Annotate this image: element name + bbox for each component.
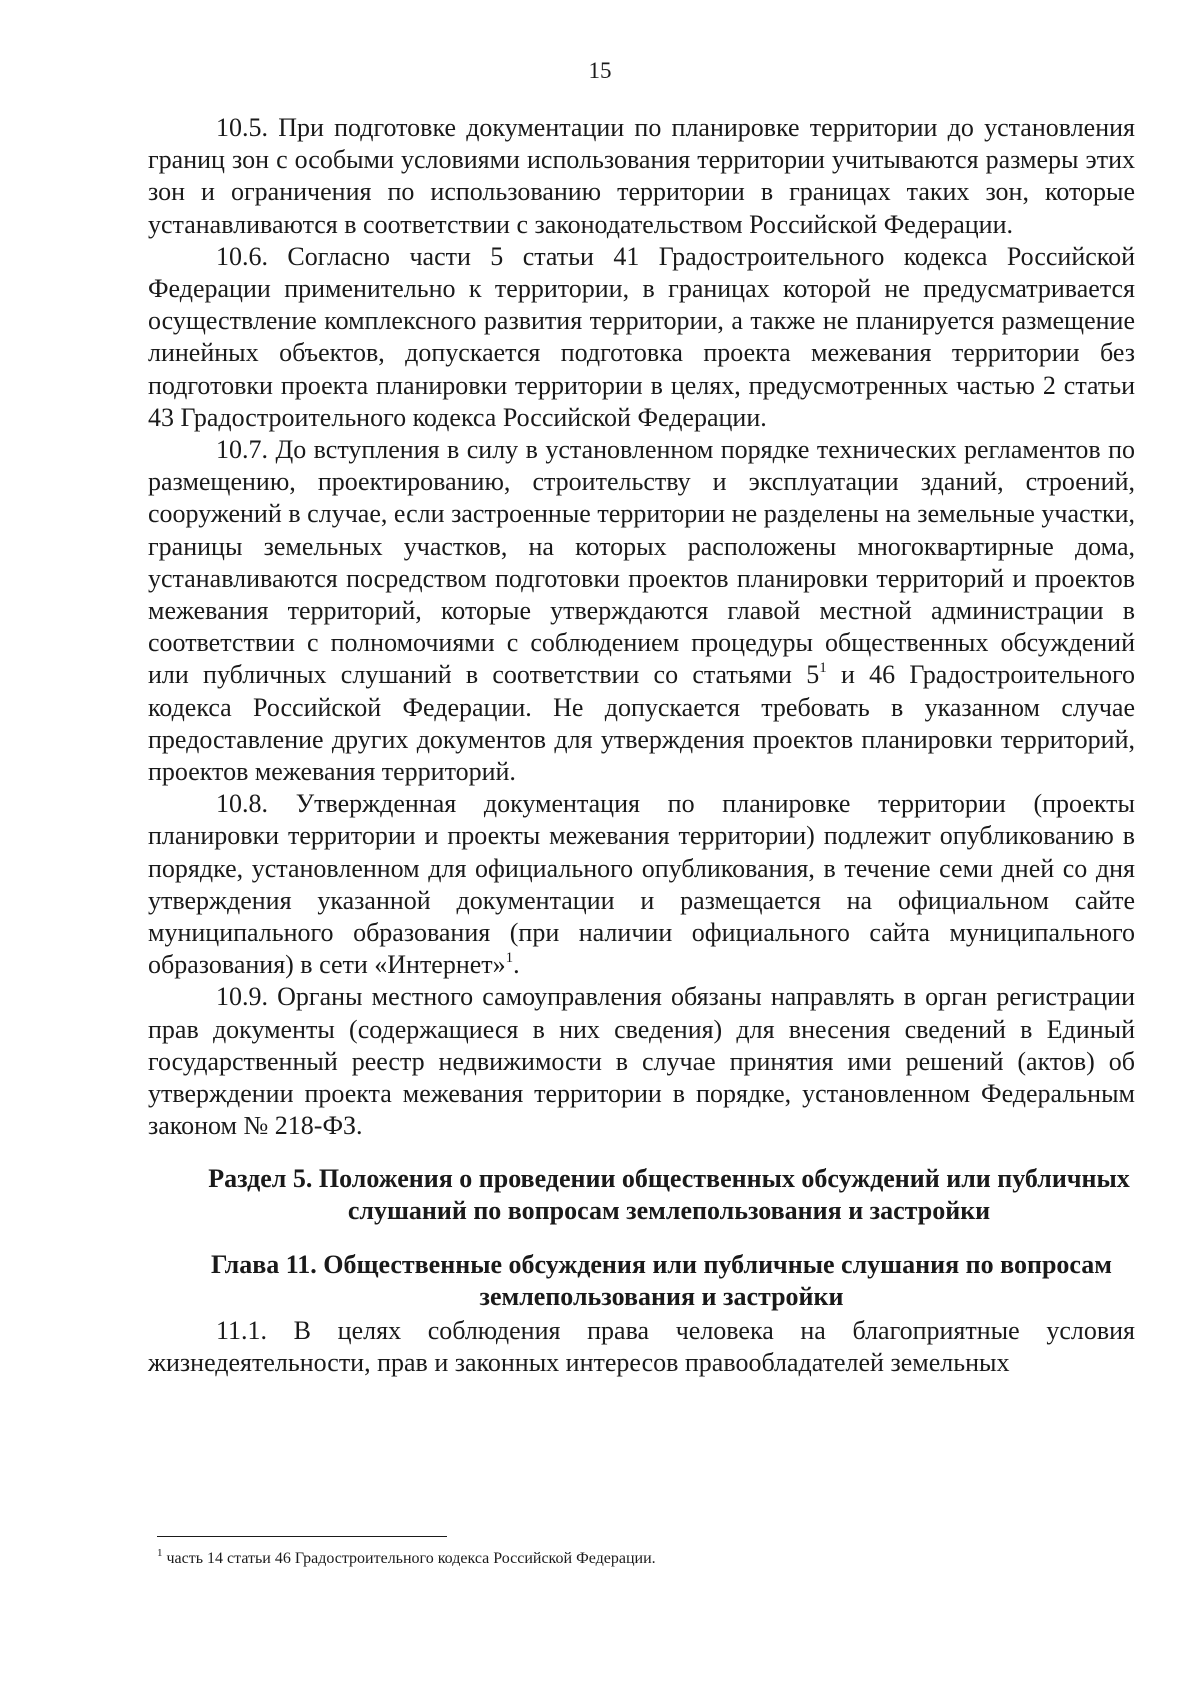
footnote [157, 1548, 1117, 1570]
paragraph-10-6: 10.6. Согласно части 5 статьи 41 Градостроительного кодекса Российской Федерации применительно к территории, в границах которой не предусматривается осуществление комплексного развития территории, а также не планируется размещение линейных объектов, допускается подготовка проекта межевания территории без подготовки проекта планировки территории в целях, предусмотренных частью 2 статьи 43 Градостроительного кодекса Российской Федерации. [148, 241, 1135, 432]
paragraph-10-8-end: . [513, 950, 520, 980]
footnote-marker: 1 [157, 1547, 163, 1559]
footnote-divider [157, 1536, 447, 1537]
paragraph-10-8 [148, 788, 1135, 981]
paragraph-10-8-text: 10.8. Утвержденная документация по планировке территории (проекты планировки территории и проекты межевания территории) подлежит опубликованию в порядке, установленном для официального опубликования, в течение семи дней со дня утверждения указанной документации и размещается на официальном сайте муниципального образования (при наличии официального сайта муниципального образования) в сети «Интернет» [148, 789, 1135, 980]
section-5-heading: Раздел 5. Положения о проведении общественных обсуждений или публичных слушаний по вопросам землепользования и застройки [208, 1163, 1130, 1225]
paragraph-10-7 [148, 434, 1135, 788]
footnote-text: часть 14 статьи 46 Градостроительного кодекса Российской Федерации. [162, 1550, 656, 1567]
footnote-reference: 1 [505, 950, 514, 967]
chapter-11-heading: Глава 11. Общественные обсуждения или публичные слушания по вопросам землепользования и застройки [211, 1249, 1112, 1311]
document-body [148, 112, 1135, 1379]
footnote-reference: 1 [819, 660, 827, 677]
paragraph-11-1: 11.1. В целях соблюдения права человека на благоприятные условия жизнедеятельности, прав и законных интересов правообладателей земельных [148, 1315, 1135, 1377]
paragraph-10-9: 10.9. Органы местного самоуправления обязаны направлять в орган регистрации прав документы (содержащиеся в них сведения) для внесения сведений в Единый государственный реестр недвижимости в случае принятия ими решений (актов) об утверждении проекта межевания территории в порядке, установленном Федеральным законом № 218-ФЗ. [148, 982, 1135, 1141]
page-number: 15 [588, 58, 612, 83]
paragraph-10-5: 10.5. При подготовке документации по планировке территории до установления границ зон с особыми условиями использования территории учитываются размеры этих зон и ограничения по использованию территории в границах таких зон, которые устанавливаются в соответствии с законодательством Российской Федерации. [148, 113, 1135, 239]
paragraph-10-7-text-start: 10.7. До вступления в силу в установленном порядке технических регламентов по размещению, проектированию, строительству и эксплуатации зданий, строений, сооружений в случае, если застроенные территории не разделены на земельные участки, границы земельных участков, на которых расположены многоквартирные дома, устанавливаются посредством подготовки проектов планировки территорий и проектов межевания территорий, которые утверждаются главой местной администрации в соответствии с полномочиями с соблюдением процедуры общественных обсуждений или публичных слушаний в соответствии со статьями 5 [148, 435, 1135, 690]
paragraph-10-7-text-end: и 46 Градостроительного кодекса Российской Федерации. Не допускается требовать в указанном случае предоставление других документов для утверждения проектов планировки территорий, проектов межевания территорий. [148, 660, 1135, 787]
